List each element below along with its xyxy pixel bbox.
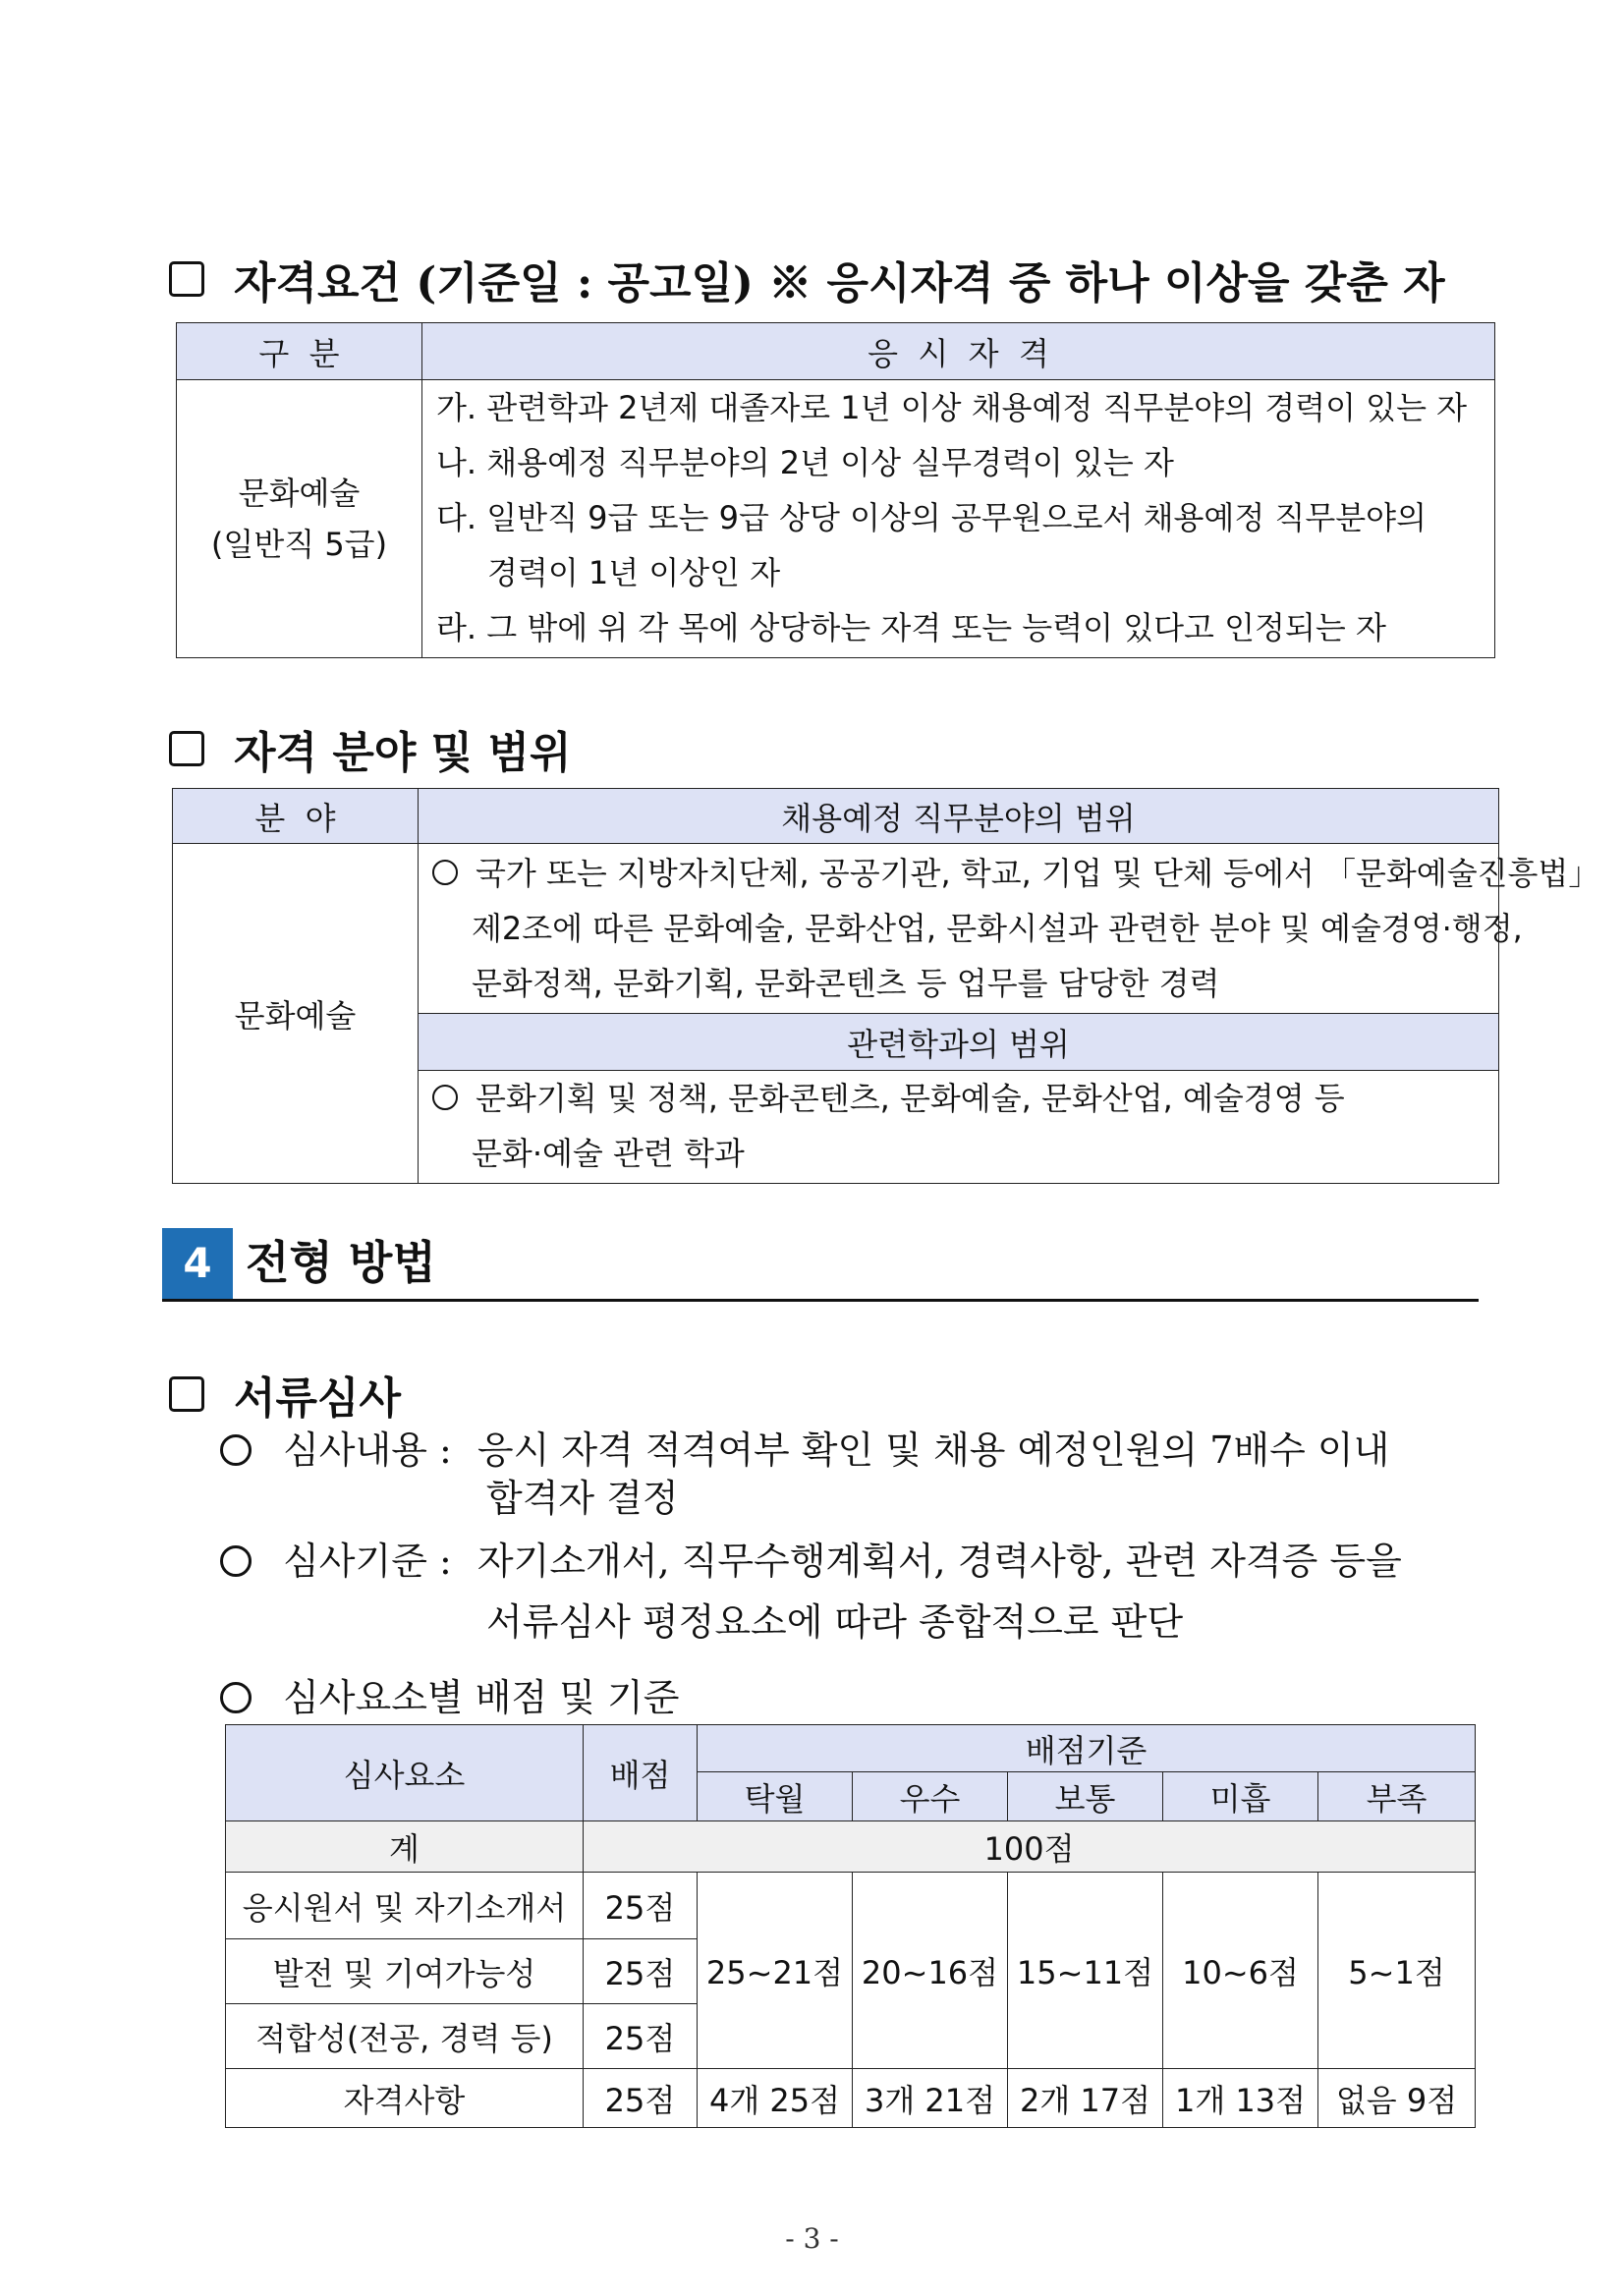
checkbox-square-icon — [169, 731, 204, 766]
scoring-title-line — [220, 1667, 679, 1721]
range-cell: 5~1점 — [1318, 1873, 1476, 2069]
header-scope: 채용예정 직무분야의 범위 — [419, 789, 1499, 844]
qual-value: 1개 13점 — [1163, 2069, 1318, 2128]
section-scope-heading — [169, 717, 571, 780]
criteria-text: 자기소개서, 직무수행계획서, 경력사항, 관련 자격증 등을 — [476, 1540, 1402, 1583]
range-cell: 25~21점 — [698, 1873, 853, 2069]
section4-title: 전형 방법 — [246, 1236, 436, 1289]
element-name: 자격사항 — [226, 2069, 584, 2128]
header-category: 구 분 — [177, 323, 422, 380]
grade-header: 부족 — [1318, 1772, 1476, 1821]
screening-title: 서류심사 — [234, 1373, 402, 1424]
score-table — [225, 1724, 1476, 2128]
checkbox-square-icon — [169, 261, 204, 297]
criteria-label: 심사기준 : — [283, 1540, 452, 1583]
header-qualification: 응 시 자 격 — [422, 323, 1495, 380]
checkbox-square-icon — [169, 1376, 204, 1412]
circle-bullet-icon — [220, 1434, 252, 1466]
screening-criteria-line — [220, 1531, 1402, 1585]
header-element: 심사요소 — [226, 1725, 584, 1821]
qualifications-table — [176, 322, 1495, 658]
scope-line: 문화정책, 문화기획, 문화콘텐츠 등 업무를 담당한 경력 — [472, 965, 1220, 1002]
grade-header: 탁월 — [698, 1772, 853, 1821]
total-value: 100점 — [584, 1821, 1476, 1873]
qualification-item: 나. 채용예정 직무분야의 2년 이상 실무경력이 있는 자 — [436, 444, 1174, 481]
circle-bullet-icon — [220, 1545, 252, 1577]
header-related-depts: 관련학과의 범위 — [419, 1014, 1499, 1071]
element-points: 25점 — [584, 1873, 698, 1939]
grade-header: 보통 — [1008, 1772, 1163, 1821]
qualification-item: 라. 그 밖에 위 각 목에 상당하는 자격 또는 능력이 있다고 인정되는 자 — [436, 609, 1386, 646]
criteria-text-continued: 서류심사 평정요소에 따라 종합적으로 판단 — [486, 1600, 1184, 1644]
section-qualifications-heading — [169, 248, 1445, 310]
header-points: 배점 — [584, 1725, 698, 1821]
qual-value: 없음 9점 — [1318, 2069, 1476, 2128]
dept-list — [419, 1071, 1499, 1184]
range-cell: 10~6점 — [1163, 1873, 1318, 2069]
qualification-item: 가. 관련학과 2년제 대졸자로 1년 이상 채용예정 직무분야의 경력이 있는 자 — [436, 389, 1468, 426]
content-label: 심사내용 : — [283, 1428, 452, 1472]
scoring-title: 심사요소별 배점 및 기준 — [283, 1676, 680, 1719]
category-name: 문화예술 — [238, 475, 361, 512]
dept-line: 문화기획 및 정책, 문화콘텐츠, 문화예술, 문화산업, 예술경영 등 — [419, 1071, 1498, 1126]
qual-value: 2개 17점 — [1008, 2069, 1163, 2128]
section4-underline — [162, 1299, 1479, 1302]
section-title: 자격 분야 및 범위 — [234, 728, 572, 778]
element-name: 적합성(전공, 경력 등) — [226, 2004, 584, 2069]
qualification-item-continued: 경력이 1년 이상인 자 — [487, 554, 781, 591]
header-criteria: 배점기준 — [698, 1725, 1476, 1772]
scope-line: 제2조에 따른 문화예술, 문화산업, 문화시설과 관련한 분야 및 예술경영·행정, — [472, 910, 1523, 947]
grade-header: 우수 — [853, 1772, 1008, 1821]
scope-list — [419, 844, 1600, 1014]
element-points: 25점 — [584, 2004, 698, 2069]
element-name: 발전 및 기여가능성 — [226, 1939, 584, 2004]
circle-bullet-icon — [432, 1085, 458, 1110]
grade-header: 미흡 — [1163, 1772, 1318, 1821]
category-sub: (일반직 5급) — [210, 526, 388, 563]
element-points: 25점 — [584, 2069, 698, 2128]
total-label: 계 — [226, 1821, 584, 1873]
range-cell: 15~11점 — [1008, 1873, 1163, 2069]
circle-bullet-icon — [220, 1682, 252, 1713]
page-number: - 3 - — [785, 2222, 839, 2255]
qualification-list — [422, 380, 1495, 658]
field-name: 문화예술 — [173, 844, 419, 1184]
qualification-item: 다. 일반직 9급 또는 9급 상당 이상의 공무원으로서 채용예정 직무분야의 — [436, 499, 1427, 536]
content-text-continued: 합격자 결정 — [486, 1477, 679, 1520]
section-title: 자격요건 (기준일 : 공고일) ※ 응시자격 중 하나 이상을 갖춘 자 — [234, 258, 1445, 308]
scope-line: 국가 또는 지방자치단체, 공공기관, 학교, 기업 및 단체 등에서 「문화예술진흥법」 — [419, 846, 1498, 901]
element-points: 25점 — [584, 1939, 698, 2004]
circle-bullet-icon — [432, 860, 458, 885]
header-field: 분 야 — [173, 789, 419, 844]
dept-line: 문화·예술 관련 학과 — [472, 1135, 745, 1172]
section-number-badge: 4 — [162, 1228, 233, 1299]
content-text: 응시 자격 적격여부 확인 및 채용 예정인원의 7배수 이내 — [476, 1428, 1390, 1472]
screening-content-line — [220, 1420, 1389, 1474]
screening-heading — [169, 1363, 401, 1426]
qual-value: 4개 25점 — [698, 2069, 853, 2128]
range-cell: 20~16점 — [853, 1873, 1008, 2069]
scope-table — [172, 788, 1600, 1184]
category-cell — [177, 380, 422, 658]
element-name: 응시원서 및 자기소개서 — [226, 1873, 584, 1939]
qual-value: 3개 21점 — [853, 2069, 1008, 2128]
